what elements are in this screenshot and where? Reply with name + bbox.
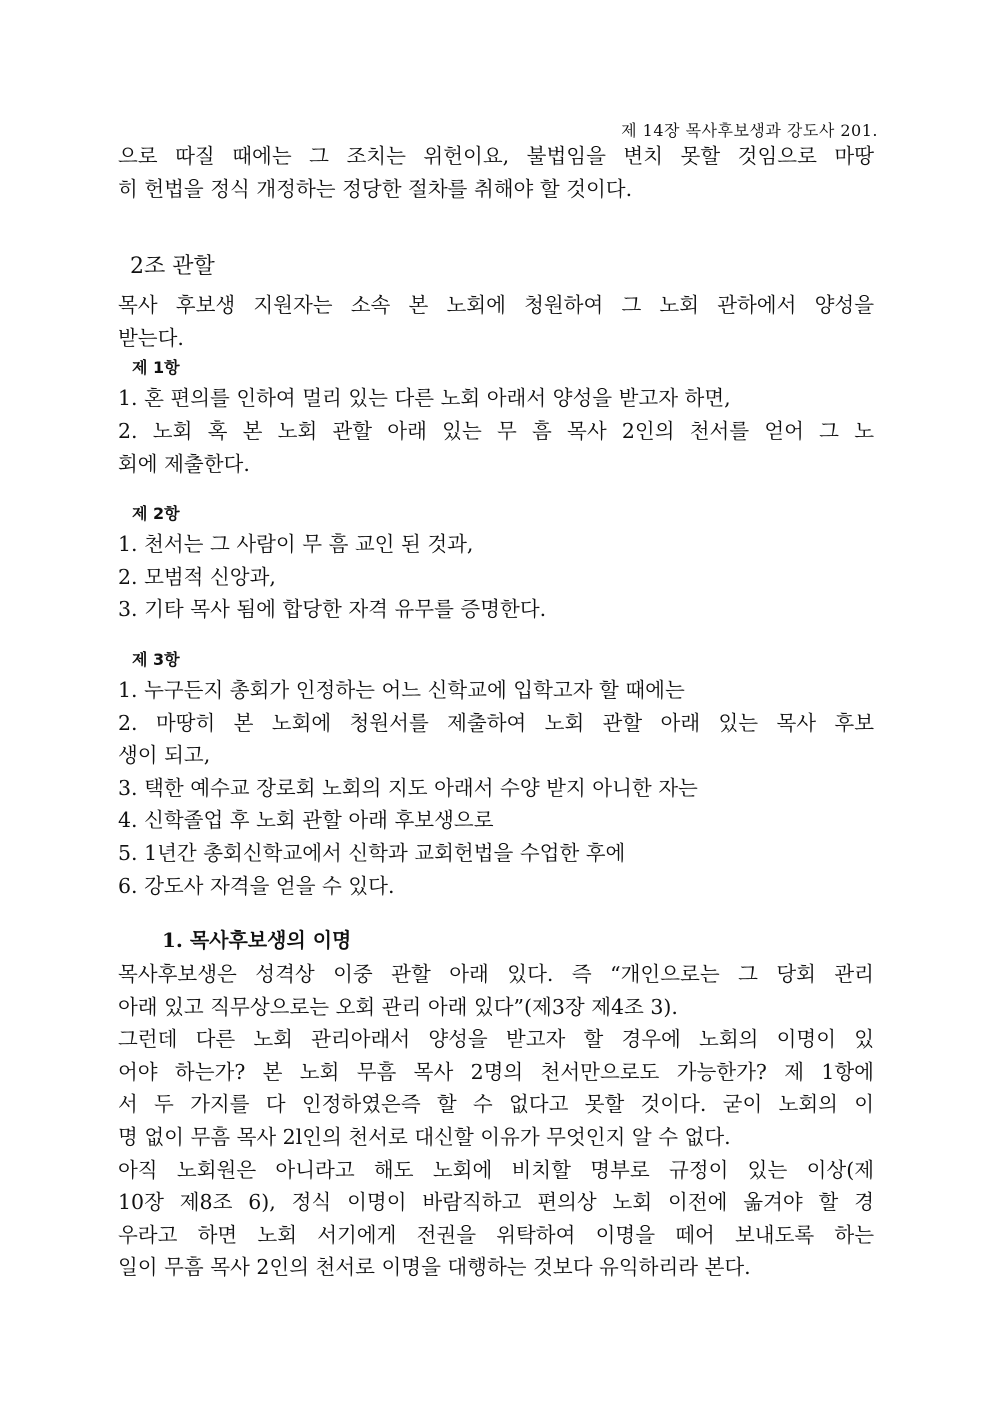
body-line: 목사 후보생 지원자는 소속 본 노회에 청원하여 그 노회 관하에서 양성을 — [118, 293, 874, 318]
clause-item: 2. 노회 혹 본 노회 관할 아래 있는 무 흠 목사 2인의 천서를 얻어 그 노 — [118, 418, 874, 443]
page-body — [118, 140, 874, 1284]
body-line: 으로 따질 때에는 그 조치는 위헌이요, 불법임을 변치 못할 것임으로 마땅 — [118, 144, 874, 168]
subsection-heading: 1. 목사후보생의 이명 — [162, 928, 352, 953]
clause-item: 회에 제출한다. — [118, 451, 250, 476]
body-line: 히 헌법을 정식 개정하는 정당한 절차를 취해야 할 것이다. — [118, 176, 633, 201]
section-heading: 2조 관할 — [130, 254, 215, 280]
body-line: 우라고 하면 노회 서기에게 전권을 위탁하여 이명을 떼어 보내도록 하는 — [118, 1222, 874, 1247]
clause-item: 2. 모범적 신앙과, — [118, 564, 276, 589]
body-line: 아래 있고 직무상으로는 오회 관리 아래 있다”(제3장 제4조 3). — [118, 994, 678, 1019]
clause-item: 생이 되고, — [118, 743, 211, 768]
body-line: 아직 노회원은 아니라고 해도 노회에 비치할 명부로 규정이 있는 이상(제 — [118, 1157, 874, 1182]
clause-item: 1. 혼 편의를 인하여 멀리 있는 다른 노회 아래서 양성을 받고자 하면, — [118, 386, 731, 411]
clause-label: 제 2항 — [132, 504, 180, 524]
body-line: 일이 무흠 목사 2인의 천서로 이명을 대행하는 것보다 유익하리라 본다. — [118, 1255, 751, 1280]
clause-item: 1. 누구든지 총회가 인정하는 어느 신학교에 입학고자 할 때에는 — [118, 677, 685, 702]
clause-item: 3. 택한 예수교 장로회 노회의 지도 아래서 수양 받지 아니한 자는 — [118, 775, 698, 800]
clause-item: 1. 천서는 그 사람이 무 흠 교인 된 것과, — [118, 532, 474, 557]
body-line: 어야 하는가? 본 노회 무흠 목사 2명의 천서만으로도 가능한가? 제 1항에 — [118, 1059, 874, 1084]
running-header: 제 14장 목사후보생과 강도사 201. — [621, 121, 878, 140]
clause-label: 제 3항 — [132, 649, 180, 669]
clause-item: 3. 기타 목사 됨에 합당한 자격 유무를 증명한다. — [118, 597, 547, 622]
body-line: 명 없이 무흠 목사 2l인의 천서로 대신할 이유가 무엇인지 알 수 없다. — [118, 1125, 731, 1150]
body-line: 받는다. — [118, 325, 184, 350]
clause-item: 6. 강도사 자격을 얻을 수 있다. — [118, 873, 395, 898]
clause-item: 5. 1년간 총회신학교에서 신학과 교회헌법을 수업한 후에 — [118, 840, 626, 865]
body-line: 10장 제8조 6), 정식 이명이 바람직하고 편의상 노회 이전에 옮겨야 할 경 — [118, 1190, 874, 1215]
clause-item: 4. 신학졸업 후 노회 관할 아래 후보생으로 — [118, 808, 494, 833]
clause-label: 제 1항 — [132, 358, 180, 378]
body-line: 그런데 다른 노회 관리아래서 양성을 받고자 할 경우에 노회의 이명이 있 — [118, 1027, 874, 1052]
body-line: 목사후보생은 성격상 이중 관할 아래 있다. 즉 “개인으로는 그 당회 관리 — [118, 962, 874, 987]
clause-item: 2. 마땅히 본 노회에 청원서를 제출하여 노회 관할 아래 있는 목사 후보 — [118, 710, 874, 735]
body-line: 서 두 가지를 다 인정하였은즉 할 수 없다고 못할 것이다. 굳이 노회의 이 — [118, 1092, 874, 1117]
